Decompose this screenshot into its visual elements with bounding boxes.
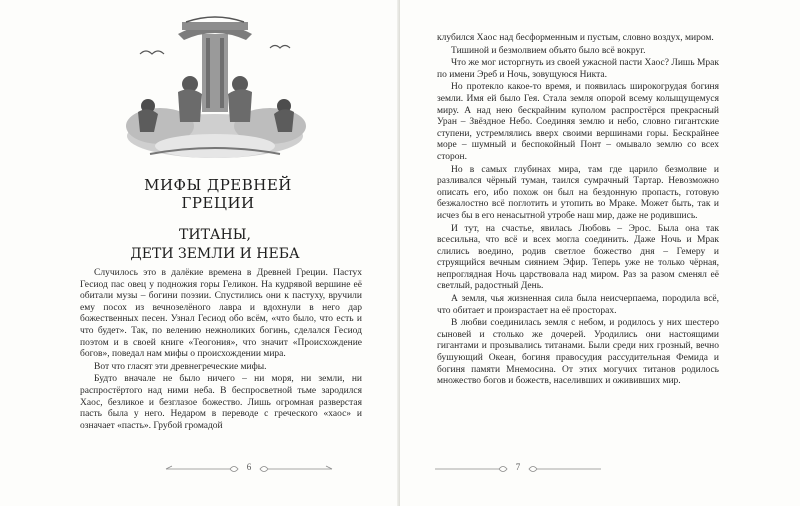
- paragraph: Будто вначале не было ничего – ни моря, ни земли, ни распростёртого над ними неба. В беспросветной тьме зародился Хаос, безликое и безглазое божество. Лишь огромная разверстая пасть была у него. Недаром в переводе с греческого «хаос» и означает «пасть». Грубой громадой: [80, 374, 362, 431]
- paragraph: клубился Хаос над бесформенным и пустым, словно воздух, миром.: [437, 33, 714, 43]
- folio-ornament-left: [164, 464, 242, 474]
- paragraph: Но в самых глубинах мира, там где царило безмолвие и разливался чёрный туман, таился сумрачный Тартар. Невозможно описать его, ибо похож он был на бездонную пропасть, готовую безжалостно всё поглотить и утопить во Мраке. Может быть, так и исчез бы в его ненасытной утробе наш мир, даже не родившись.: [437, 164, 719, 221]
- paragraph: Что же мог исторгнуть из своей ужасной пасти Хаос? Лишь Мрак по имени Эреб и Ночь, зовущуюся Никта.: [437, 58, 719, 80]
- folio-left: [164, 462, 334, 476]
- folio-ornament-right: [256, 464, 334, 474]
- story-title-line-2: ДЕТИ ЗЕМЛИ И НЕБА: [130, 246, 300, 262]
- right-text-column: [437, 33, 719, 389]
- story-title: [100, 226, 330, 264]
- paragraph: Тишиной и безмолвием объято было всё вокруг.: [451, 45, 646, 56]
- left-text-column: [80, 268, 362, 433]
- engraving-illustration: [120, 14, 310, 164]
- paragraph: Вот что гласят эти древнегреческие мифы.: [94, 361, 267, 372]
- page-number: 7: [515, 462, 521, 472]
- paragraph: И тут, на счастье, явилась Любовь – Эрос. Была она так всесильна, что всё и всех могла соединить. Даже Ночь и Мрак слились воедино, родив светлое божество дня – Гемеру и струящийся вечным сиянием Эфир. Теперь уже не только чёрная, непроглядная Ночь царствовала над миром. Раз за разом сменял её светлый, радостный День.: [437, 223, 719, 292]
- page-number: 6: [246, 462, 252, 472]
- paragraph: Случилось это в далёкие времена в Древней Греции. Пастух Гесиод пас овец у подножия горы Геликон. На кудрявой вершине её обитали музы – богини поэзии. Спустились они к пастуху, вручили ему посох из вечнозелёного лавра и вдохнули в него дар божественных песен. Узнал Гесиод обо всём, «что было, что есть и что будет». Так, по велению нежноликих богинь, сделался Гесиод поэтом и в своей книге «Теогония», что значит «Происхождение богов», поведал нам мифы о происхождении мира.: [80, 268, 362, 360]
- folio-right: [433, 462, 603, 476]
- book-title: МИФЫ ДРЕВНЕЙ ГРЕЦИИ: [144, 176, 292, 212]
- story-title-line-1: ТИТАНЫ,: [179, 227, 251, 243]
- paragraph: А земля, чья жизненная сила была неисчерпаема, породила всё, что обитает и произрастает на её просторах.: [437, 294, 719, 316]
- folio-ornament-left: [433, 464, 511, 474]
- right-page: [400, 0, 800, 506]
- paragraph: Но протекло какое-то время, и появилась широкогрудая богиня земли. Имя ей было Гея. Стала земля опорой всему колыщущемуся миру. А над нею бескрайним куполом распростёрся прекрасный Уран – Звёздное Небо. Соединяя землю и небо, словно гигантские ступени, устремлялись вверх своими вершинами горы. Бескрайнее море – шумный и беспокойный Понт – омывало землю со всех сторон.: [437, 82, 719, 162]
- folio-ornament-right: [525, 464, 603, 474]
- paragraph: В любви соединилась земля с небом, и родилось у них шестеро сыновей и столько же дочерей. Уродились они настоящими гигантами и прозывались титанами. Были среди них грозный, вечно бушующий Океан, богиня правосудия рассудительная Фемида и богиня памяти Мнемосина. От этих могучих титанов родилось множество богов и божеств, населивших и ожививших мир.: [437, 318, 719, 387]
